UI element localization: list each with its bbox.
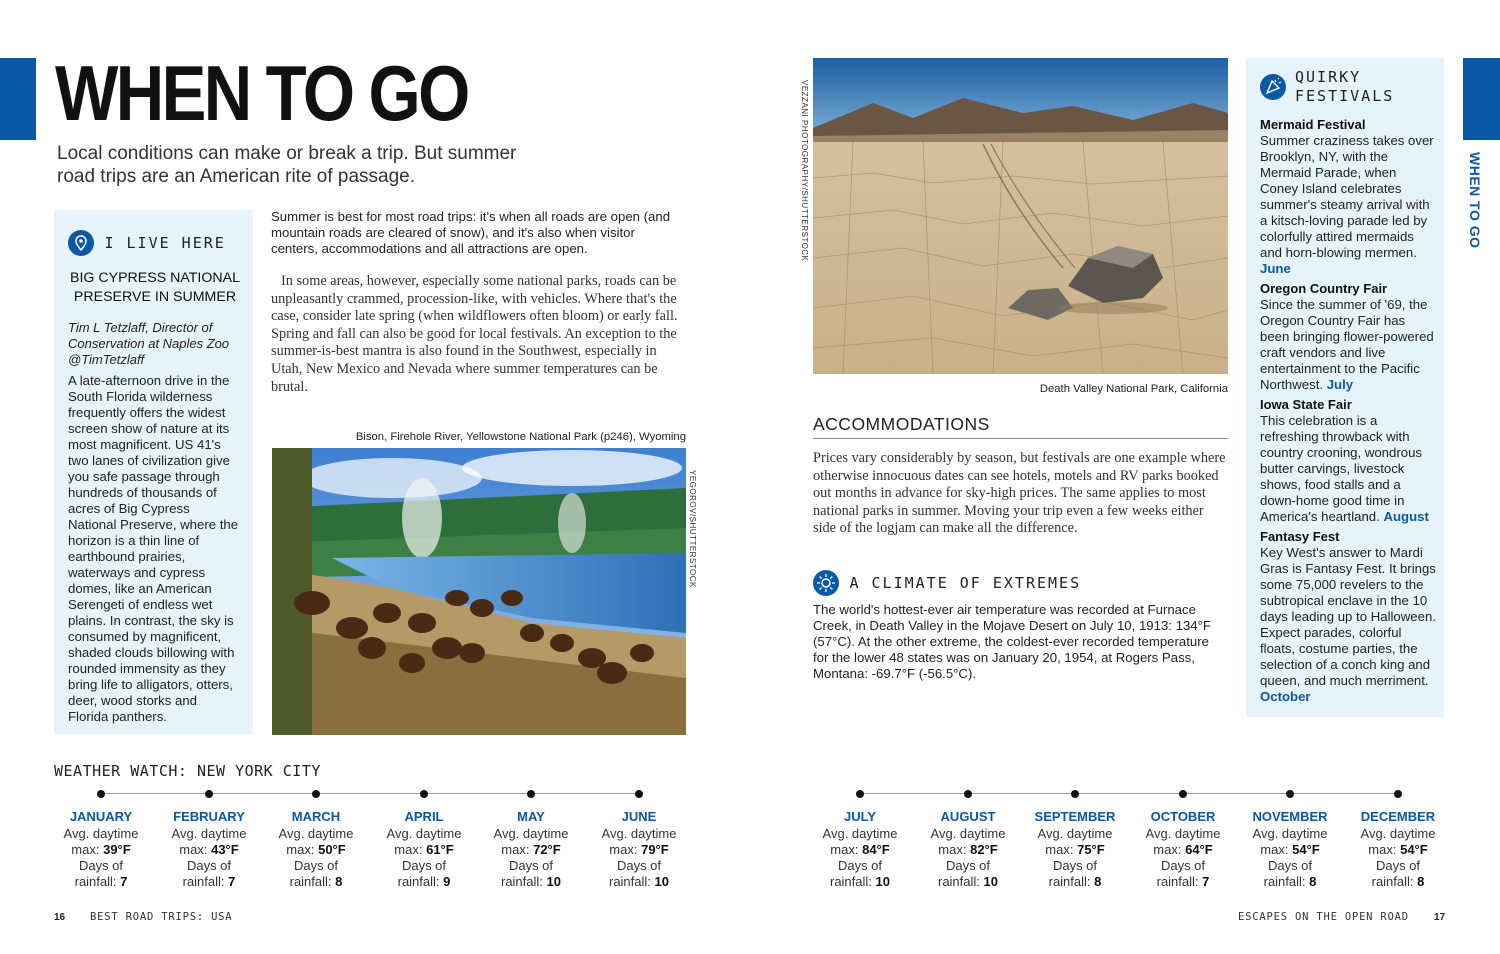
rain-line [266, 874, 366, 890]
rain-label: rainfall: [289, 874, 332, 889]
avg-label: Avg. daytime [822, 826, 898, 841]
max-value: 75°F [1077, 842, 1105, 857]
accommodations-rule [813, 438, 1228, 439]
weather-month [1348, 808, 1448, 890]
festival-item [1260, 281, 1436, 393]
weather-heading: WEATHER WATCH: NEW YORK CITY [54, 762, 321, 780]
weather-month [1133, 808, 1233, 890]
rain-value: 10 [546, 874, 561, 889]
climate-heading-label: A CLIMATE OF EXTREMES [849, 574, 1082, 592]
rain-line [374, 874, 474, 890]
sun-icon [813, 570, 839, 596]
max-label: max: [394, 842, 423, 857]
max-value: 82°F [970, 842, 998, 857]
max-label: max: [609, 842, 638, 857]
avg-label: Avg. daytime [1360, 826, 1436, 841]
footer-right-title: ESCAPES ON THE OPEN ROAD [1238, 911, 1409, 923]
i-live-here-label: I LIVE HERE [104, 234, 226, 252]
right-edge-tab [1463, 58, 1500, 140]
days-label: Days of [1160, 858, 1206, 873]
max-value: 54°F [1400, 842, 1428, 857]
location-pin-icon [68, 230, 94, 256]
month-name: NOVEMBER [1252, 809, 1328, 824]
days-label: Days of [293, 858, 339, 873]
valley-photo-caption: Death Valley National Park, California [1039, 383, 1228, 395]
timeline-dot [1286, 790, 1294, 798]
rain-label: rainfall: [1156, 874, 1199, 889]
festival-text: Summer craziness takes over Brooklyn, NY, with the Mermaid Parade, when Coney Island celebrates summer's steamy arrival with a kitsch-loving parade led by colorfully attired mermaids and horn-blowing mermen. [1260, 133, 1434, 260]
rain-line [51, 874, 151, 890]
climate-body: The world's hottest-ever air temperature was recorded at Furnace Creek, in Death Valley in the Mojave Desert on July 10, 1913: 134°F (57°C). At the other extreme, the coldest-ever recorded temperature for the lower 48 states was on January 20, 1954, at Rogers Pass, Montana: -69.7°F (-56.5°C). [813, 602, 1211, 681]
max-line [1133, 842, 1233, 858]
max-line [810, 842, 910, 858]
footer-left-title: BEST ROAD TRIPS: USA [90, 911, 233, 923]
climate-heading [813, 570, 1228, 596]
avg-label: Avg. daytime [601, 826, 677, 841]
rain-value: 9 [443, 874, 451, 889]
days-label: Days of [1052, 858, 1098, 873]
days-label: Days of [401, 858, 447, 873]
max-label: max: [179, 842, 208, 857]
footer-left-page-number: 16 [54, 912, 66, 923]
page-subtitle: Local conditions can make or break a trip. But summer road trips are an American rite of passage. [57, 143, 517, 187]
rain-line [589, 874, 689, 890]
weather-timeline-right [860, 793, 1398, 794]
side-tab-label: WHEN TO GO [1467, 152, 1483, 249]
max-line [159, 842, 259, 858]
festival-month: July [1326, 377, 1354, 392]
weather-month [159, 808, 259, 890]
i-live-here-body: A late-afternoon drive in the South Florida wilderness frequently offers the widest screen show of nature at its most magnificent. US 41's two lanes of civilization give you safe passage through hundreds of thousands of acres of Big Cypress National Preserve, where the horizon is a thin line of earthbound prairies, waterways and cypress domes, like an American Serengeti of endless wet plains. In contrast, the sky is consumed by magnificent, shaded clouds billowing with rounded immensity as they bring life to alligators, otters, deer, wood storks and Florida panthers. [68, 373, 239, 724]
rain-label: rainfall: [182, 874, 225, 889]
month-name: OCTOBER [1150, 809, 1216, 824]
days-label: Days of [78, 858, 124, 873]
timeline-dot [1179, 790, 1187, 798]
max-line [481, 842, 581, 858]
intro-body: In some areas, however, especially some national parks, roads can be unpleasantly crammed, procession-like, with vehicles. Where that's the case, consider late spring (when wildflowers often bloom) or early fall. Spring and fall can also be good for local festivals. An exception to the summer-is-best mantra is also found in the Southwest, especially in Utah, New Mexico and Nevada where summer temperatures can be brutal. [271, 273, 678, 395]
month-name: JULY [843, 809, 877, 824]
max-label: max: [286, 842, 315, 857]
max-value: 64°F [1185, 842, 1213, 857]
max-value: 50°F [318, 842, 346, 857]
max-line [589, 842, 689, 858]
i-live-here-byline: Tim L Tetzlaff, Director of Conservation at Naples Zoo @TimTetzlaff [68, 320, 230, 367]
timeline-dot [97, 790, 105, 798]
timeline-dot [527, 790, 535, 798]
weather-timeline-left [101, 793, 639, 794]
timeline-dot [635, 790, 643, 798]
weather-month [810, 808, 910, 890]
avg-label: Avg. daytime [1252, 826, 1328, 841]
avg-label: Avg. daytime [386, 826, 462, 841]
rain-label: rainfall: [1371, 874, 1414, 889]
month-name: MARCH [291, 809, 341, 824]
avg-label: Avg. daytime [1145, 826, 1221, 841]
timeline-dot [856, 790, 864, 798]
timeline-dot [420, 790, 428, 798]
avg-label: Avg. daytime [278, 826, 354, 841]
max-line [51, 842, 151, 858]
month-name: MAY [517, 809, 545, 824]
month-name: AUGUST [940, 809, 996, 824]
rain-value: 7 [120, 874, 128, 889]
weather-month [374, 808, 474, 890]
valley-photo-credit: VEZZANI PHOTOGRAPHY/SHUTTERSTOCK [800, 80, 809, 262]
max-value: 72°F [533, 842, 561, 857]
rain-label: rainfall: [1263, 874, 1306, 889]
max-line [1025, 842, 1125, 858]
rain-line [1025, 874, 1125, 890]
i-live-here-title: BIG CYPRESS NATIONAL PRESERVE IN SUMMER [69, 270, 241, 305]
festival-item [1260, 117, 1436, 277]
max-label: max: [938, 842, 967, 857]
intro-lead: Summer is best for most road trips: it's when all roads are open (and mountain roads are cleared of snow), and it's also when visitor centers, accommodations and all attractions are open. [271, 209, 671, 256]
max-line [1348, 842, 1448, 858]
rain-line [1133, 874, 1233, 890]
max-line [1240, 842, 1340, 858]
max-line [918, 842, 1018, 858]
weather-month [589, 808, 689, 890]
festival-name: Oregon Country Fair [1260, 281, 1388, 296]
rain-value: 10 [654, 874, 669, 889]
footer-right-page-number: 17 [1434, 912, 1446, 923]
rain-line [1240, 874, 1340, 890]
max-label: max: [1368, 842, 1397, 857]
festival-month: June [1260, 261, 1291, 276]
max-label: max: [501, 842, 530, 857]
party-icon [1260, 74, 1286, 100]
rain-line [481, 874, 581, 890]
rain-value: 8 [1417, 874, 1425, 889]
days-label: Days of [508, 858, 554, 873]
page-title: WHEN TO GO [55, 49, 468, 137]
weather-month [918, 808, 1018, 890]
timeline-dot [964, 790, 972, 798]
rain-value: 7 [1202, 874, 1210, 889]
death-valley-photo [813, 58, 1228, 374]
festival-text: Since the summer of '69, the Oregon Country Fair has been bringing flower-powered craft vendors and live entertainment to the Pacific Northwest. [1260, 297, 1434, 392]
avg-label: Avg. daytime [930, 826, 1006, 841]
max-value: 84°F [862, 842, 890, 857]
festival-name: Mermaid Festival [1260, 117, 1366, 132]
max-value: 79°F [641, 842, 669, 857]
rain-label: rainfall: [397, 874, 440, 889]
max-label: max: [1045, 842, 1074, 857]
rain-value: 10 [875, 874, 890, 889]
rain-label: rainfall: [1048, 874, 1091, 889]
festival-name: Iowa State Fair [1260, 397, 1352, 412]
timeline-dot [205, 790, 213, 798]
month-name: JUNE [621, 809, 657, 824]
max-line [374, 842, 474, 858]
days-label: Days of [837, 858, 883, 873]
timeline-dot [1071, 790, 1079, 798]
festival-text: This celebration is a refreshing throwback with country crooning, wondrous butter carvings, livestock shows, food stalls and a down-home good time in America's heartland. [1260, 413, 1423, 524]
days-label: Days of [1375, 858, 1421, 873]
accommodations-heading: ACCOMMODATIONS [813, 414, 990, 434]
bison-photo [272, 448, 686, 735]
festivals-heading-line1: QUIRKY [1295, 68, 1362, 86]
timeline-dot [312, 790, 320, 798]
festival-month: August [1383, 509, 1429, 524]
max-value: 61°F [426, 842, 454, 857]
rain-value: 8 [1309, 874, 1317, 889]
avg-label: Avg. daytime [63, 826, 139, 841]
festivals-heading-line2: FESTIVALS [1295, 87, 1395, 105]
avg-label: Avg. daytime [1037, 826, 1113, 841]
max-label: max: [830, 842, 859, 857]
max-value: 54°F [1292, 842, 1320, 857]
weather-month [481, 808, 581, 890]
max-value: 43°F [211, 842, 239, 857]
accommodations-body: Prices vary considerably by season, but festivals are one example where otherwise innocuous dates can see hotels, motels and RV parks booked out months in advance for sky-high prices. The same applies to most national parks in summer. Moving your trip even a few weeks either side of the logjam can make all the difference. [813, 450, 1226, 537]
max-label: max: [71, 842, 100, 857]
rain-value: 8 [1094, 874, 1102, 889]
month-name: FEBRUARY [173, 809, 245, 824]
month-name: APRIL [404, 809, 444, 824]
weather-month [1025, 808, 1125, 890]
timeline-dot [1394, 790, 1402, 798]
rain-label: rainfall: [500, 874, 543, 889]
max-value: 39°F [103, 842, 131, 857]
festival-month: October [1260, 689, 1311, 704]
rain-value: 7 [228, 874, 236, 889]
festival-text: Key West's answer to Mardi Gras is Fantasy Fest. It brings some 75,000 revelers to the subtropical enclave in the 10 days leading up to Halloween. Expect parades, colorful floats, costume parties, the selection of a conch king and queen, and much merriment. [1260, 545, 1436, 688]
i-live-here-heading [68, 230, 248, 256]
days-label: Days of [186, 858, 232, 873]
max-label: max: [1153, 842, 1182, 857]
rain-line [918, 874, 1018, 890]
rain-label: rainfall: [74, 874, 117, 889]
weather-month [51, 808, 151, 890]
rain-label: rainfall: [608, 874, 651, 889]
month-name: DECEMBER [1360, 809, 1436, 824]
rain-label: rainfall: [829, 874, 872, 889]
weather-month [1240, 808, 1340, 890]
max-line [266, 842, 366, 858]
rain-value: 8 [335, 874, 343, 889]
festival-item [1260, 529, 1436, 705]
festivals-list [1260, 117, 1436, 705]
avg-label: Avg. daytime [493, 826, 569, 841]
avg-label: Avg. daytime [171, 826, 247, 841]
month-name: JANUARY [69, 809, 133, 824]
festival-name: Fantasy Fest [1260, 529, 1340, 544]
left-edge-tab [0, 58, 36, 140]
rain-line [810, 874, 910, 890]
bison-photo-credit: YEGOROV/SHUTTERSTOCK [688, 470, 697, 588]
bison-photo-caption: Bison, Firehole River, Yellowstone National Park (p246), Wyoming [355, 431, 686, 443]
rain-line [159, 874, 259, 890]
rain-line [1348, 874, 1448, 890]
days-label: Days of [1267, 858, 1313, 873]
rain-value: 10 [983, 874, 998, 889]
days-label: Days of [945, 858, 991, 873]
weather-month [266, 808, 366, 890]
month-name: SEPTEMBER [1034, 809, 1116, 824]
festival-item [1260, 397, 1436, 525]
max-label: max: [1260, 842, 1289, 857]
days-label: Days of [616, 858, 662, 873]
rain-label: rainfall: [937, 874, 980, 889]
